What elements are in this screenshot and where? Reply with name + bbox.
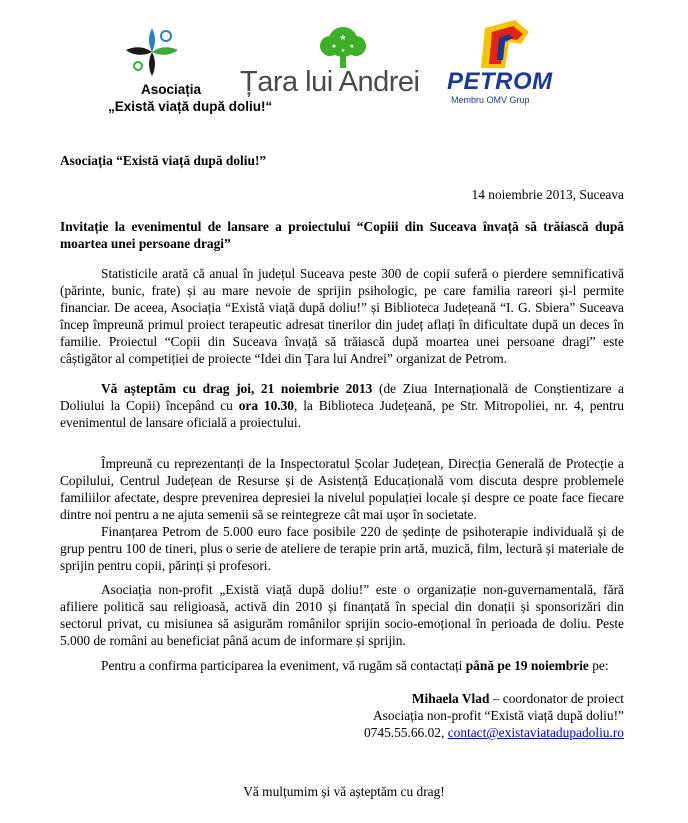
signature-contact-line: [364, 724, 624, 741]
svg-text:★: ★: [340, 49, 346, 54]
petrom-logo-word: PETROM: [447, 68, 553, 95]
rsvp-deadline-bold: până pe 19 noiembrie: [465, 658, 589, 673]
closing-line: Vă mulțumim și vă așteptăm cu drag!: [243, 784, 445, 799]
paragraph-rsvp: [60, 657, 624, 674]
tara-lui-andrei-logo-text: Țara lui Andrei: [240, 66, 420, 98]
rsvp-text: Pentru a confirma participarea la eveniment, vă rugăm să contactați: [101, 658, 466, 673]
event-date-bold: Vă așteptăm cu drag joi, 21 noiembrie 2013: [101, 381, 373, 396]
svg-text:★: ★: [331, 44, 337, 50]
event-details-text: (de Ziua Internațională de Conștientizare a Doliului la Copii) începând cu: [60, 381, 624, 413]
svg-text:★: ★: [339, 33, 347, 42]
paragraph-about-association: Asociația non-profit „Există viață după doliu!” este o organizație non-guvernamentală, fără afiliere politică sau religioasă, activă din 2010 și finanțată în special din donații și sponsorizări din sectorul privat, cu misiunea să asigurăm românilor sprijin socio-emoțional în perioada de doliu. Peste 5.000 de români au beneficiat până acum de informare și sprijin.: [60, 582, 624, 648]
petrom-logo-subtitle: Membru OMV Grup: [451, 95, 530, 105]
event-location-text: , la Biblioteca Județeană, pe Str. Mitropoliei, nr. 4, pentru evenimentul de lansare oficială a proiectului.: [60, 398, 625, 430]
petrom-dragon-icon: [475, 18, 533, 70]
paragraph-event-details: [60, 380, 624, 431]
tree-icon: [318, 26, 368, 68]
signature-name-line: [412, 690, 624, 707]
paragraph-funding: Finanțarea Petrom de 5.000 euro face posibile 220 de ședințe de psihoterapie individuală și de grup pentru 100 de tineri, plus o serie de ateliere de terapie prin artă, muzică, film, lectură și materiale de sprijin pentru copii, părinți și profesori.: [60, 524, 624, 573]
event-time-bold: ora 10.30: [238, 398, 295, 413]
signature-phone: 0745.55.66.02,: [363, 725, 448, 740]
invitation-title: Invitație la evenimentul de lansare a proiectului “Copiii din Suceava învață să trăiască după moartea unei persoane dragi”: [60, 219, 624, 251]
date-line: 14 noiembrie 2013, Suceava: [471, 187, 624, 202]
tara-lui-andrei-logo: [240, 26, 436, 102]
association-logo-line2: „Există viață după doliu!“: [108, 99, 273, 114]
paragraph-partners: Împreună cu reprezentanți de la Inspectoratul Școlar Județean, Direcția Generală de Protecție a Copilului, Centrul Județean de Resurse și de Asistență Educațională vom discuta despre problemele familiilor afectate, despre prevenirea depresiei la nivelul populației locale și despre ce poate face fiecare dintre noi pentru a ne ajuta semenii să se reintegreze cât mai ușor în societate.: [60, 456, 624, 522]
sender-heading: Asociația “Există viață după doliu!”: [60, 153, 267, 168]
paragraph-statistics: Statisticile arată că anual în județul Suceava peste 300 de copii suferă o pierdere semnificativă (părinte, bunic, frate) și au mare nevoie de sprijin psihologic, pe care familia rareori și-l permite financiar. De aceea, Asociația “Există viață după doliu!” și Biblioteca Județeană “I. G. Sbiera” Suceava încep împreună primul proiect terapeutic adresat tinerilor din județ aflați în dificultate după un deces în familie. Proiectul “Copii din Suceava învață să trăiască după moartea unei persoane dragi” este câștigător al competiției de proiecte “Idei din Țara lui Andrei” organizat de Petrom.: [60, 266, 624, 366]
signature-name: Mihaela Vlad: [411, 691, 490, 706]
signature-role: – coordonator de proiect: [489, 691, 624, 706]
association-logo-line1: Asociația: [141, 82, 202, 97]
contact-email-link[interactable]: contact@existaviatadupadoliu.ro: [447, 725, 624, 740]
association-logo: [108, 22, 273, 118]
svg-text:★: ★: [349, 44, 355, 50]
petrom-logo: [447, 18, 567, 105]
rsvp-text-end: pe:: [588, 658, 609, 673]
association-emblem-icon: [122, 22, 182, 82]
signature-organization: Asociația non-profit “Există viață după doliu!”: [373, 708, 624, 723]
